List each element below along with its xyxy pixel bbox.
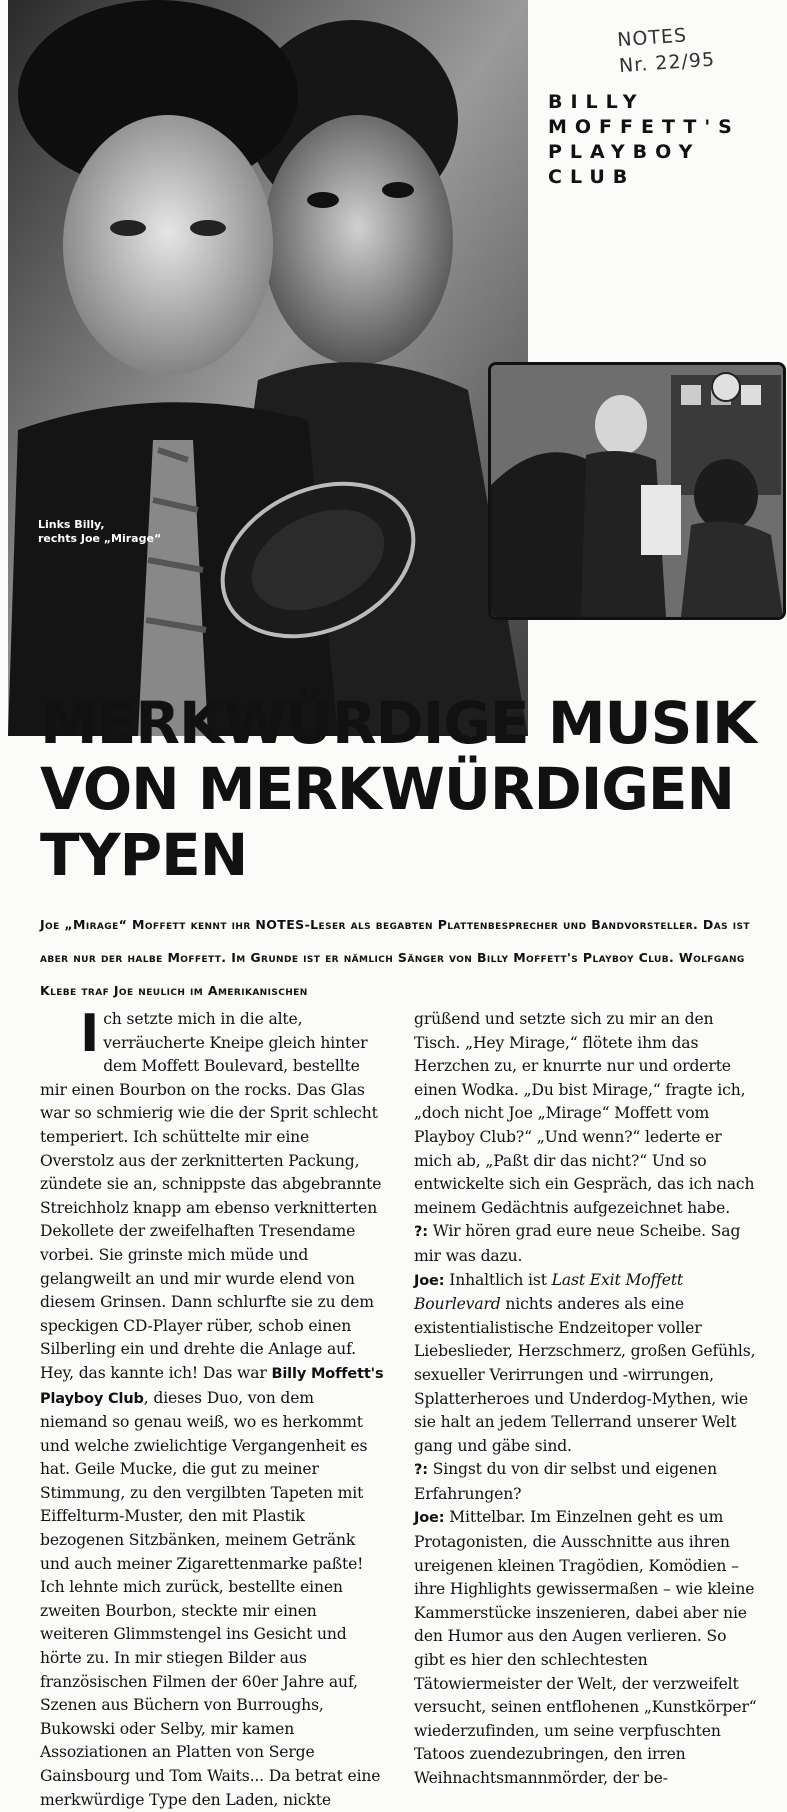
kicker-line-1: BILLY [548, 91, 645, 113]
article-paragraph-1 [40, 1004, 386, 1362]
article-deck: Joe „Mirage“ Moffett kennt ihr NOTES-Leser als begabten Plattenbesprecher und Bandvorsteller. Das ist aber nur der halbe Moffett. Im Grunde ist er nämlich Sänger von Billy Moffett's Playboy Club. Wolfgang Klebe traf Joe neulich im Amerikanischen [40, 917, 750, 998]
article-paragraph-3: grüßend und setzte sich zu mir an den Tisch. „Hey Mirage,“ flötete ihm das Herzchen zu, er knurrte nur und orderte einen Wodka. „Du bist Mirage,“ fragte ich, „doch nicht Joe „Mirage“ Moffett vom Playboy Club?“ „Und wenn?“ lederte er mich ab, „Paßt dir das nicht?“ Und so entwickelte sich ein Gespräch, das ich nach meinem Gedächtnis aufgezeichnet habe. [414, 1010, 755, 1217]
paragraph-1-text: ch setzte mich in die alte, verräucherte Kneipe gleich hinter dem Moffett Boulevard, bestellte mir einen Bourbon on the rocks. Das Glas war so schmierig wie die der Sprit schlecht temperiert. Ich schüttelte mir eine Overstolz aus der zerknitterten Packung, zündete sie an, schnippste das abgebrannte Streichholz knapp am ebenso verknitterten Dekollete der zweifelhaften Tresendame vorbei. Sie grinste mich müde und gelangweilt an und mir wurde elend von diesem Grinsen. Dann schlurfte sie zu dem speckigen CD-Player rüber, schob einen Silberling ein und drehte die Anlage auf. [40, 1010, 382, 1359]
question-label: ?: [414, 1224, 428, 1241]
paragraph-2-pre: Hey, das kannte ich! Das war [40, 1363, 272, 1382]
interview-answer-1 [414, 1269, 760, 1459]
answer-1-post: nichts anderes als eine existentialistische Endzeitoper voller Liebeslieder, Herzschmerz, großen Gefühls, sexueller Verirrungen und -wirrungen, Splatterheroes und Underdog-Mythen, wie sie halt an jedem Tellerrand unserer Welt gang und gäbe sind. [414, 1295, 756, 1455]
band-name-bold: Billy Moffett's Playboy Club [40, 1365, 384, 1407]
interview-answer-2 [414, 1506, 760, 1790]
inset-photo [488, 362, 786, 620]
handnote-line-2: Nr. 22/95 [618, 48, 716, 78]
main-photo [8, 0, 528, 736]
photo-caption [38, 518, 168, 546]
paragraph-2-post: , dieses Duo, von dem niemand so genau weiß, wo es herkommt und welche zwielichtige Vergangenheit es hat. Geile Mucke, die gut zu meiner Stimmung, zu den vergilbten Tapeten mit Eiffelturm-Muster, den mit Plastik bezogenen Sitzbänken, meinem Getränk und auch meiner Zigarettenmarke paßte! Ich lehnte mich zurück, bestellte einen zweiten Bourbon, steckte mir einen weiteren Glimmstengel ins Gesicht und hörte zu. In mir stiegen Bilder aus französischen Filmen der 60er Jahre auf, Szenen aus Büchern von Burroughs, Bukowski oder Selby, mir kamen Assoziationen an Platten von Serge Gainsbourg und Tom Waits... Da betrat eine merkwürdige Type den Laden, nickte [40, 1388, 381, 1809]
kicker-line-4: CLUB [548, 166, 636, 188]
kicker-line-2: MOFFETT'S [548, 116, 740, 138]
headline-line-3: TYPEN [40, 821, 248, 889]
headline-line-2: VON MERKWÜRDIGEN [40, 755, 735, 823]
article-paragraph-2 [40, 1362, 386, 1812]
dropcap: I [80, 1004, 100, 1064]
headline-line-1: MERKWÜRDIGE MUSIK [40, 689, 756, 757]
caption-line-1: Links Billy, [38, 518, 105, 531]
answer-1-pre: Inhaltlich ist [444, 1270, 552, 1289]
question-1-text: Wir hören grad eure neue Scheibe. Sag mir was dazu. [414, 1222, 741, 1265]
band-photo-illustration [8, 0, 528, 736]
article-column-left [40, 1004, 386, 1812]
answer-2-text: Mittelbar. Im Einzelnen geht es um Protagonisten, die Ausschnitte aus ihren ureigenen kleinen Tragödien, Komödien – ihre Highlights gewissermaßen – wie kleine Kammerstücke inszenieren, dabei aber nie den Humor aus den Augen verlieren. So gibt es hier den schlechtesten Tätowiermeister der Welt, der verzweifelt versucht, seinen entflohenen „Kunstkörper“ wiederzufinden, um seine verpfuschten Tatoos zuendezubringen, den irren Weihnachtsmannmörder, der be- [414, 1508, 757, 1787]
speaker-label-joe: Joe: [414, 1272, 445, 1289]
question-2-text: Singst du von dir selbst und eigenen Erfahrungen? [414, 1460, 718, 1503]
page-title [40, 690, 780, 888]
live-scene-illustration [491, 365, 783, 617]
handwritten-note [616, 17, 769, 79]
question-label: ?: [414, 1462, 428, 1479]
speaker-label-joe: Joe: [414, 1510, 445, 1527]
album-title: Last Exit Moffett Bourlevard [414, 1270, 684, 1314]
handnote-line-1: NOTES [616, 24, 688, 52]
kicker-band-name [548, 90, 778, 190]
interview-question-2 [414, 1458, 760, 1506]
article-column-right [414, 1008, 760, 1791]
kicker-line-3: PLAYBOY [548, 141, 701, 163]
interview-question-1 [414, 1220, 760, 1268]
caption-line-2: rechts Joe „Mirage“ [38, 532, 162, 545]
